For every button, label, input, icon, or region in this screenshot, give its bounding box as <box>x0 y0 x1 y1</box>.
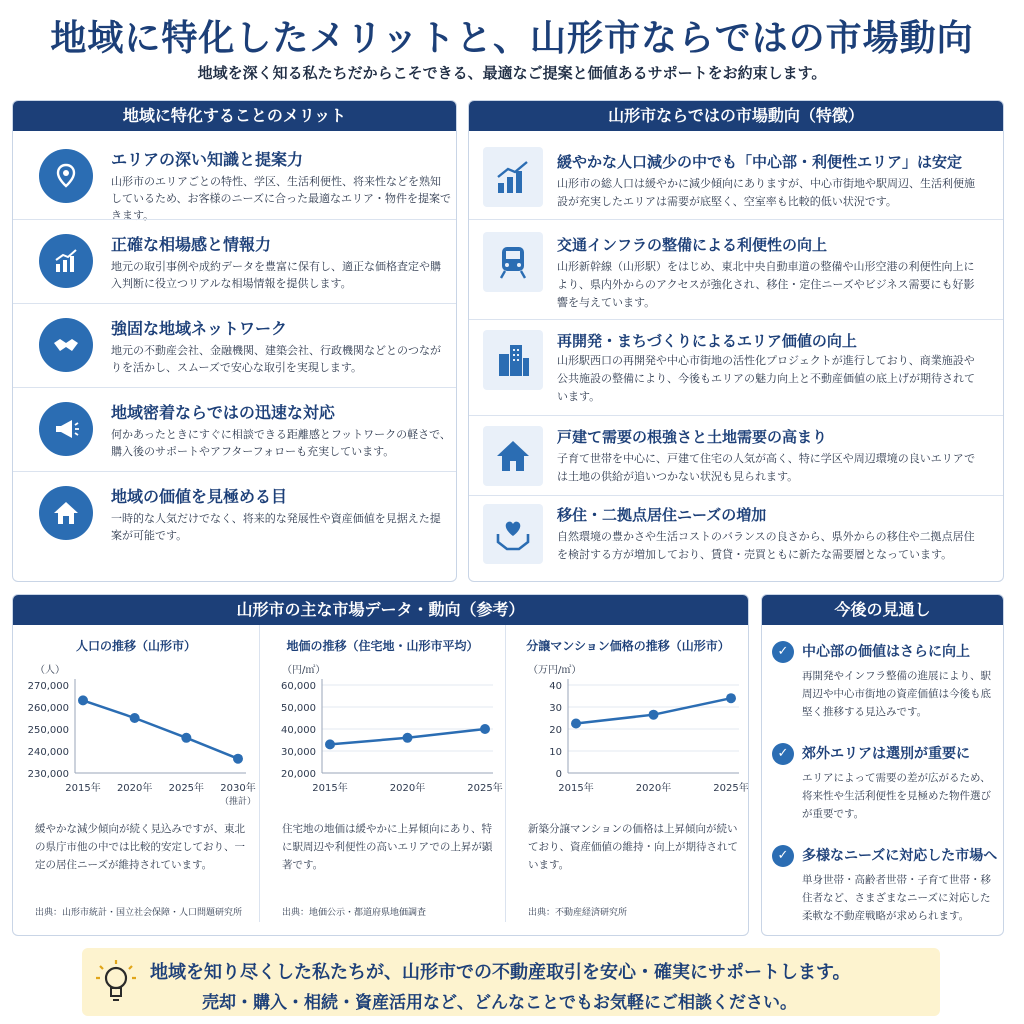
trend-item <box>469 415 1003 495</box>
check-icon: ✓ <box>772 743 794 765</box>
data-point <box>233 754 243 764</box>
trend-title: 交通インフラの整備による利便性の向上 <box>557 236 828 254</box>
trend-body: 山形市の総人口は緩やかに減少傾向にありますが、中心市街地や駅周辺、生活利便施設が充実したエリアは需要が底堅く、空室率も比較的低い状況です。 <box>557 177 975 208</box>
trend-body: 山形新幹線（山形駅）をはじめ、東北中央自動車道の整備や山形空港の利便性向上により、県内外からのアクセスが強化され、移住・定住ニーズやビジネス需要にも好影響を与えています。 <box>557 260 975 309</box>
page-title: 地域に特化したメリットと、山形市ならではの市場動向 <box>50 18 974 59</box>
handshake-icon <box>39 318 93 372</box>
population-chart <box>13 655 259 820</box>
trend-title: 再開発・まちづくりによるエリア価値の向上 <box>557 332 857 350</box>
merit-title: 正確な相場感と情報力 <box>111 235 272 254</box>
y-tick-label: 60,000 <box>281 681 316 692</box>
chart-title: 人口の推移（山形市） <box>75 639 196 653</box>
check-icon: ✓ <box>772 845 794 867</box>
house-icon <box>483 426 543 486</box>
trend-item <box>469 219 1003 319</box>
chart-column <box>505 625 749 922</box>
map-pin-icon <box>39 149 93 203</box>
y-tick-label: 0 <box>555 769 562 780</box>
data-point <box>480 724 490 734</box>
y-tick-label: 230,000 <box>27 769 69 780</box>
trend-item <box>469 135 1003 219</box>
chart-source: 出典：不動産経済研究所 <box>528 908 628 918</box>
trend-item <box>469 495 1003 582</box>
outlook-title: 郊外エリアは選別が重要に <box>802 746 970 762</box>
data-point <box>181 733 191 743</box>
data-point <box>726 693 736 703</box>
y-tick-label: 260,000 <box>27 703 69 714</box>
chart-column <box>13 625 259 922</box>
market-heading: 山形市の主な市場データ・動向（参考） <box>13 595 748 625</box>
lightbulb-icon <box>94 958 138 1012</box>
x-tick-label: 2025年 <box>168 783 205 794</box>
house-icon <box>39 486 93 540</box>
axis-unit-label: （人） <box>35 665 65 676</box>
outlook-item <box>762 843 1003 933</box>
merit-item <box>13 135 456 222</box>
page-subtitle: 地域を深く知る私たちだからこそできる、最適なご提案と価値あるサポートをお約束します。 <box>197 64 827 82</box>
check-icon: ✓ <box>772 641 794 663</box>
chart-title: 地価の推移（住宅地・山形市平均） <box>286 639 479 653</box>
trend-body: 山形駅西口の再開発や中心市街地の活性化プロジェクトが進行しており、商業施設や公共施設の整備により、今後もエリアの魅力向上と不動産価値の底上げが期待されています。 <box>557 354 975 403</box>
x-tick-note: （推計） <box>219 797 257 807</box>
chart-title: 分譲マンション価格の推移（山形市） <box>526 639 730 653</box>
y-tick-label: 250,000 <box>27 725 69 736</box>
data-point <box>649 710 659 720</box>
growth-chart-icon <box>39 234 93 288</box>
merit-title: 地域密着ならではの迅速な対応 <box>111 403 335 422</box>
y-tick-label: 40 <box>549 681 562 692</box>
merit-body: 地元の取引事例や成約データを豊富に保有し、適正な価格査定や購入判断に役立つリアルな相場情報を提供します。 <box>111 260 441 290</box>
chart-source: 出典：山形市統計・国立社会保障・人口問題研究所 <box>35 908 243 918</box>
y-tick-label: 240,000 <box>27 747 69 758</box>
chart-column <box>259 625 505 922</box>
trends-heading: 山形市ならではの市場動向（特徴） <box>469 101 1003 131</box>
outlook-panel <box>761 594 1004 936</box>
condo-price-chart <box>506 655 749 820</box>
x-tick-label: 2025年 <box>713 783 749 794</box>
outlook-title: 多様なニーズに対応した市場へ <box>802 848 998 864</box>
trend-title: 緩やかな人口減少の中でも「中心部・利便性エリア」は安定 <box>557 153 963 171</box>
y-tick-label: 30 <box>549 703 562 714</box>
outlook-item <box>762 741 1003 831</box>
chart-note: 住宅地の地価は緩やかに上昇傾向にあり、特に駅周辺や利便性の高いエリアでの上昇が顕著です。 <box>282 823 493 871</box>
merit-item <box>13 471 456 553</box>
trend-title: 戸建て需要の根強さと土地需要の高まり <box>557 428 828 446</box>
y-tick-label: 270,000 <box>27 681 69 692</box>
data-point <box>571 719 581 729</box>
x-tick-label: 2020年 <box>389 783 426 794</box>
outlook-body: 再開発やインフラ整備の進展により、駅周辺や中心市街地の資産価値は今後も底堅く推移する見込みです。 <box>802 670 991 718</box>
merits-panel <box>12 100 457 582</box>
footer-line-2: 売却・購入・相続・資産活用など、どんなことでもお気軽にご相談ください。 <box>202 993 797 1013</box>
x-tick-label: 2015年 <box>558 783 594 794</box>
data-point <box>403 733 413 743</box>
trend-item <box>469 319 1003 415</box>
footer-banner <box>82 948 940 1016</box>
footer-line-1: 地域を知り尽くした私たちが、山形市での不動産取引を安心・確実にサポートします。 <box>150 962 851 983</box>
merit-title: 強固な地域ネットワーク <box>111 319 288 338</box>
x-tick-label: 2020年 <box>116 783 153 794</box>
merit-title: 地域の価値を見極める目 <box>111 487 288 506</box>
x-tick-label: 2030年 <box>220 783 256 794</box>
x-tick-label: 2025年 <box>467 783 503 794</box>
y-tick-label: 30,000 <box>281 747 316 758</box>
megaphone-icon <box>39 402 93 456</box>
trend-body: 自然環境の豊かさや生活コストのバランスの良さから、県外からの移住や二拠点居住を検討する方が増加しており、賃貸・売買ともに新たな需要層となっています。 <box>557 530 975 561</box>
trend-title: 移住・二拠点居住ニーズの増加 <box>557 506 767 524</box>
data-point <box>78 695 88 705</box>
merit-item <box>13 219 456 301</box>
merit-item <box>13 387 456 469</box>
y-tick-label: 50,000 <box>281 703 316 714</box>
trend-body: 子育て世帯を中心に、戸建て住宅の人気が高く、特に学区や周辺環境の良いエリアでは土地の供給が追いつかない状況も見られます。 <box>557 452 976 483</box>
x-tick-label: 2015年 <box>312 783 348 794</box>
x-tick-label: 2015年 <box>65 783 101 794</box>
merit-title: エリアの深い知識と提案力 <box>111 150 304 169</box>
axis-unit-label: （円/㎡） <box>282 665 326 676</box>
buildings-icon <box>483 330 543 390</box>
market-panel <box>12 594 749 936</box>
chart-source: 出典：地価公示・都道府県地価調査 <box>282 908 427 918</box>
land-price-chart <box>260 655 506 820</box>
merit-body: 何かあったときにすぐに相談できる距離感とフットワークの軽さで、購入後のサポートやアフターフォローも充実しています。 <box>111 428 451 458</box>
merit-body: 山形市のエリアごとの特性、学区、生活利便性、将来性などを熟知しているため、お客様のニーズに合った最適なエリア・物件を提案できます。 <box>111 175 452 222</box>
x-tick-label: 2020年 <box>635 783 672 794</box>
merit-body: 一時的な人気だけでなく、将来的な発展性や資産価値を見据えた提案が可能です。 <box>111 512 441 542</box>
y-tick-label: 10 <box>549 747 562 758</box>
series-line <box>83 700 238 758</box>
train-icon <box>483 232 543 292</box>
outlook-heading: 今後の見通し <box>762 595 1003 625</box>
outlook-title: 中心部の価値はさらに向上 <box>802 644 970 660</box>
y-tick-label: 20 <box>549 725 562 736</box>
bar-growth-icon <box>483 147 543 207</box>
outlook-body: エリアによって需要の差が広がるため、将来性や生活利便性を見極めた物件選びが重要です。 <box>802 772 991 820</box>
data-point <box>325 739 335 749</box>
axis-unit-label: （万円/㎡） <box>528 665 582 676</box>
y-tick-label: 40,000 <box>281 725 316 736</box>
trends-panel <box>468 100 1004 582</box>
data-point <box>130 713 140 723</box>
chart-note: 緩やかな減少傾向が続く見込みですが、東北の県庁市他の中では比較的安定しており、一定の居住ニーズが維持されています。 <box>35 823 245 871</box>
outlook-body: 単身世帯・高齢者世帯・子育て世帯・移住者など、さまざまなニーズに対応した柔軟な不動産戦略が求められます。 <box>802 874 991 922</box>
merit-body: 地元の不動産会社、金融機関、建築会社、行政機関などとのつながりを活かし、スムーズで安心な取引を実現します。 <box>111 344 441 374</box>
outlook-item <box>762 639 1003 729</box>
merits-heading: 地域に特化することのメリット <box>13 101 456 131</box>
merit-item <box>13 303 456 385</box>
heart-hands-icon <box>483 504 543 564</box>
chart-note: 新築分譲マンションの価格は上昇傾向が続いており、資産価値の維持・向上が期待されています。 <box>528 823 738 871</box>
y-tick-label: 20,000 <box>281 769 316 780</box>
